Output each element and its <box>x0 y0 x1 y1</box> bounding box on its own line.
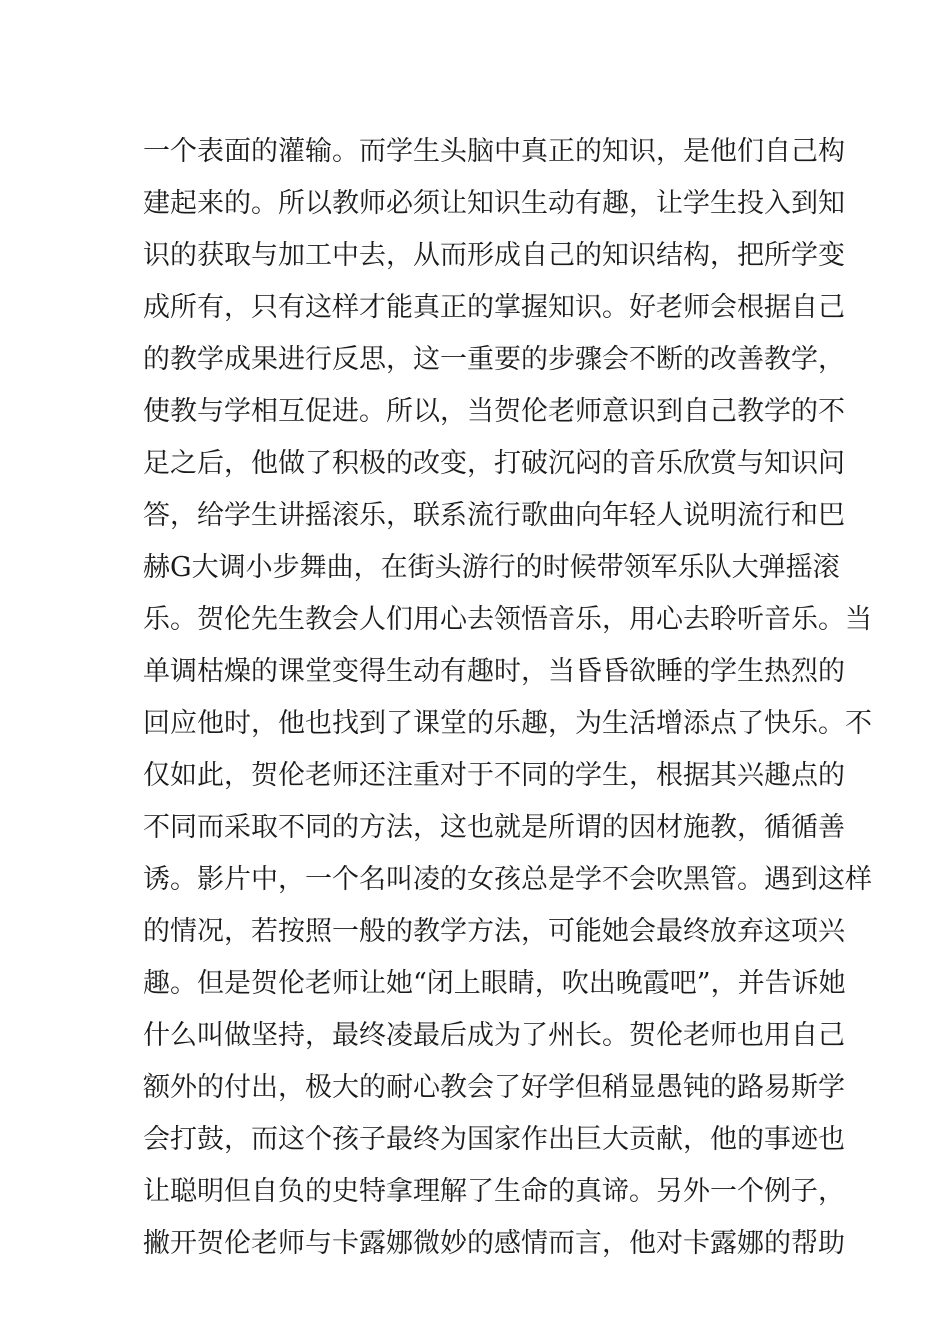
text-line: 单调枯燥的课堂变得生动有趣时，当昏昏欲睡的学生热烈的 <box>143 656 845 687</box>
text-line: 撇开贺伦老师与卡露娜微妙的感情而言，他对卡露娜的帮助 <box>143 1228 845 1259</box>
text-line: 趣。但是贺伦老师让她“闭上眼睛，吹出晚霞吧”，并告诉她 <box>143 968 846 999</box>
text-line: 的情况，若按照一般的教学方法，可能她会最终放弃这项兴 <box>143 916 845 947</box>
text-line: 诱。影片中，一个名叫凌的女孩总是学不会吹黑管。遇到这样 <box>143 864 872 895</box>
text-line: 什么叫做坚持，最终凌最后成为了州长。贺伦老师也用自己 <box>143 1020 845 1051</box>
text-line: 成所有，只有这样才能真正的掌握知识。好老师会根据自己 <box>143 292 845 323</box>
text-line: 乐。贺伦先生教会人们用心去领悟音乐，用心去聆听音乐。当 <box>143 604 872 635</box>
text-line: 让聪明但自负的史特拿理解了生命的真谛。另外一个例子， <box>143 1176 845 1207</box>
text-line: 回应他时，他也找到了课堂的乐趣，为生活增添点了快乐。不 <box>143 708 872 739</box>
text-line: 建起来的。所以教师必须让知识生动有趣，让学生投入到知 <box>143 188 845 219</box>
body-paragraph <box>143 126 872 1270</box>
text-line: 使教与学相互促进。所以，当贺伦老师意识到自己教学的不 <box>143 396 845 427</box>
text-line: 一个表面的灌输。而学生头脑中真正的知识，是他们自己构 <box>143 136 845 167</box>
text-line: 的教学成果进行反思，这一重要的步骤会不断的改善教学， <box>143 344 845 375</box>
text-line: 识的获取与加工中去，从而形成自己的知识结构，把所学变 <box>143 240 845 271</box>
text-line: 不同而采取不同的方法，这也就是所谓的因材施教，循循善 <box>143 812 845 843</box>
text-line: 答，给学生讲摇滚乐，联系流行歌曲向年轻人说明流行和巴 <box>143 500 845 531</box>
text-line: 仅如此，贺伦老师还注重对于不同的学生，根据其兴趣点的 <box>143 760 845 791</box>
text-line: 赫G大调小步舞曲，在街头游行的时候带领军乐队大弹摇滚 <box>143 552 840 583</box>
text-line: 足之后，他做了积极的改变，打破沉闷的音乐欣赏与知识问 <box>143 448 845 479</box>
text-line: 额外的付出，极大的耐心教会了好学但稍显愚钝的路易斯学 <box>143 1072 845 1103</box>
text-line: 会打鼓，而这个孩子最终为国家作出巨大贡献，他的事迹也 <box>143 1124 845 1155</box>
